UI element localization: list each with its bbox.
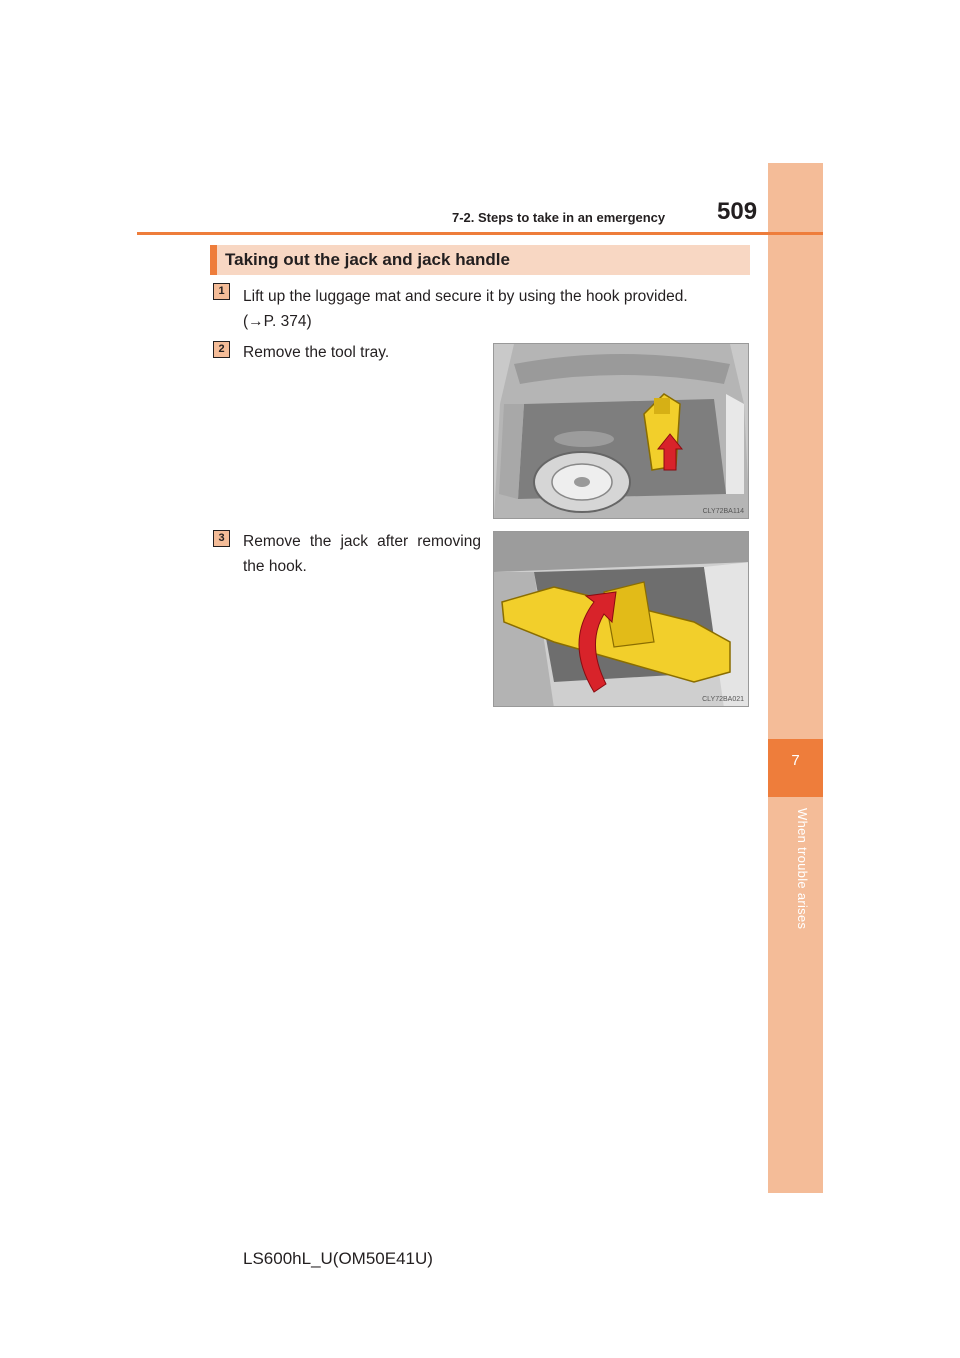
step-3-badge: 3 <box>213 530 230 547</box>
header-rule <box>137 232 823 235</box>
jack-illustration <box>494 532 749 707</box>
chapter-side-tab <box>768 163 823 1193</box>
heading-accent <box>210 245 217 275</box>
page-number: 509 <box>717 198 758 225</box>
step-3-text-continued: the hook. <box>243 558 307 575</box>
jack-removal-illustration <box>493 531 749 707</box>
chapter-number: 7 <box>791 752 800 769</box>
chapter-name: When trouble arises <box>795 808 810 930</box>
model-code: LS600hL_U(OM50E41U) <box>243 1249 433 1268</box>
trunk-illustration <box>494 344 749 519</box>
image-code: CLY72BA114 <box>702 508 744 515</box>
section-heading <box>210 245 750 275</box>
step-2-badge: 2 <box>213 341 230 358</box>
section-title: 7-2. Steps to take in an emergency <box>452 210 666 225</box>
section-heading-text: Taking out the jack and jack handle <box>225 250 510 269</box>
step-1-text: Lift up the luggage mat and secure it by using the hook provided. <box>243 288 688 305</box>
step-1-reference[interactable]: (→P. 374) <box>243 313 312 330</box>
step-1-badge: 1 <box>213 283 230 300</box>
tool-tray-illustration <box>493 343 749 519</box>
step-2-text: Remove the tool tray. <box>243 344 390 361</box>
step-3-text: Remove the jack after removing <box>243 533 481 550</box>
image-code: CLY72BA021 <box>702 696 744 703</box>
